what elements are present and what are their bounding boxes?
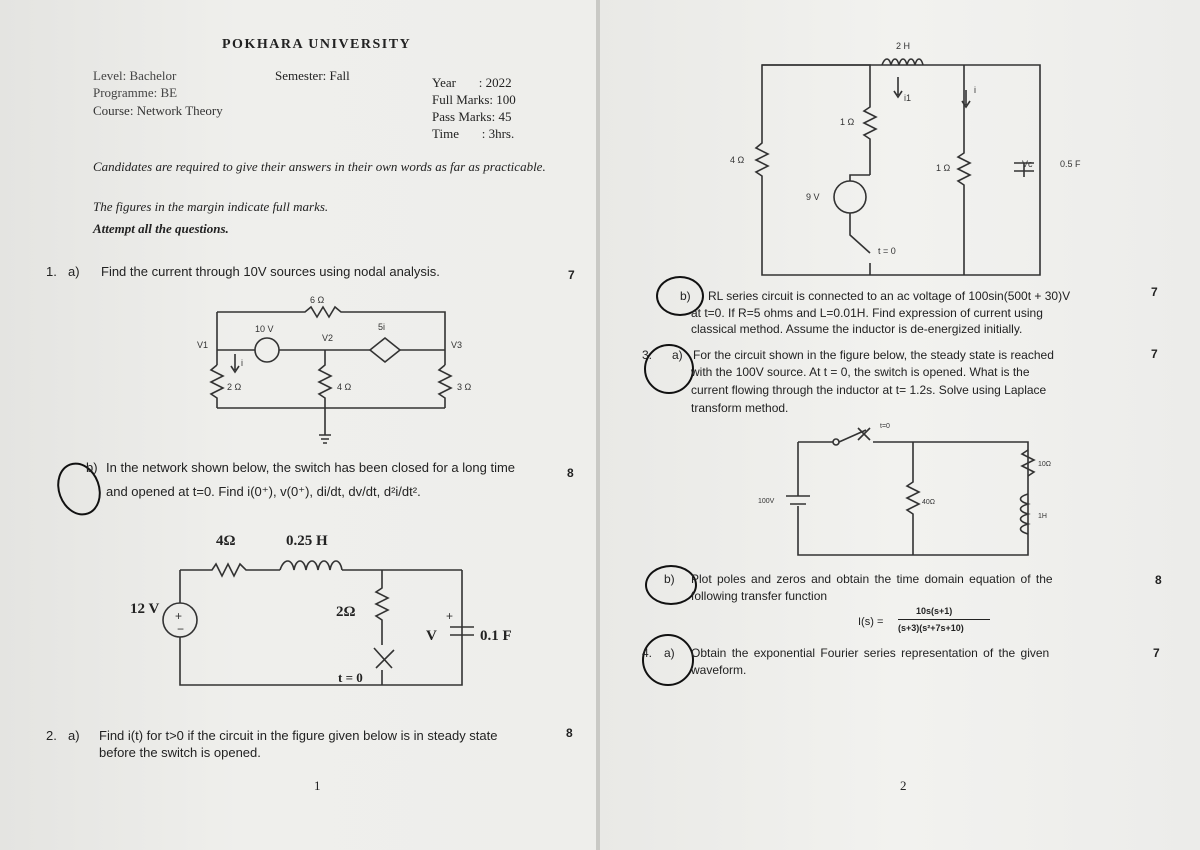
q1b-v-label: V bbox=[426, 628, 437, 644]
q1b-r1-label: 4Ω bbox=[216, 533, 236, 549]
q2a-r1-label: 4 Ω bbox=[730, 155, 745, 165]
q1b-switch-label: t = 0 bbox=[338, 670, 363, 685]
q1a-v3-label: V3 bbox=[451, 340, 463, 350]
full-marks-text: Full Marks: 100 bbox=[432, 92, 516, 107]
q4a-circle-mark bbox=[642, 634, 694, 686]
q1a-current-label: i bbox=[241, 358, 243, 368]
q2b-text-2: at t=0. If R=5 ohms and L=0.01H. Find expression of current using bbox=[691, 306, 1043, 320]
q1a-r-top-label: 6 Ω bbox=[310, 295, 325, 305]
right-page-number: 2 bbox=[900, 778, 907, 793]
q2a-src-label: 9 V bbox=[806, 192, 820, 202]
q4a-text-1: Obtain the exponential Fourier series representation of the given bbox=[691, 646, 1050, 660]
svg-text:−: − bbox=[177, 622, 185, 636]
q3-number: 3. bbox=[642, 348, 653, 362]
q1b-label: b) bbox=[86, 460, 98, 475]
q4a-marks: 7 bbox=[1153, 646, 1160, 660]
q1b-text-2: and opened at t=0. Find i(0⁺), v(0⁺), di/dt, dv/dt, d²i/dt². bbox=[106, 484, 421, 499]
q2a-marks: 8 bbox=[566, 726, 573, 740]
instruction-1: Candidates are required to give their answers in their own words as far as practicable. bbox=[93, 159, 546, 174]
q2a-text-1: Find i(t) for t>0 if the circuit in the figure given below is in steady state bbox=[99, 728, 498, 743]
year-text: Year : 2022 bbox=[432, 75, 512, 90]
q3a-ind-label: 1H bbox=[1038, 513, 1047, 520]
q1a-r3-label: 3 Ω bbox=[457, 382, 472, 392]
q4a-text-2: waveform. bbox=[691, 663, 747, 677]
q1b-marks: 8 bbox=[567, 466, 574, 480]
q3a-text-1: For the circuit shown in the figure below, the steady state is reached bbox=[693, 348, 1054, 362]
q1b-source-label: 12 V bbox=[130, 601, 160, 617]
pass-marks-text: Pass Marks: 45 bbox=[432, 109, 512, 124]
q1b-text-1: In the network shown below, the switch has been closed for a long time bbox=[106, 460, 516, 475]
university-title: POKHARA UNIVERSITY bbox=[222, 37, 412, 52]
q2a-label: a) bbox=[68, 728, 80, 743]
q4a-label: a) bbox=[664, 646, 675, 660]
instruction-3: Attempt all the questions. bbox=[93, 221, 229, 236]
q2a-i1-label: i1 bbox=[904, 93, 912, 103]
q3b-formula-lhs: I(s) = bbox=[858, 616, 884, 628]
q3b-text-2: following transfer function bbox=[691, 589, 828, 603]
q2a-cap-label: 0.5 F bbox=[1060, 159, 1081, 169]
q2a-circuit-diagram bbox=[730, 35, 1081, 280]
q1a-marks: 7 bbox=[568, 268, 575, 282]
q3a-circuit-diagram bbox=[758, 420, 1078, 570]
svg-text:+: + bbox=[175, 609, 183, 623]
svg-text:+: + bbox=[446, 609, 454, 623]
q2-number: 2. bbox=[46, 728, 57, 743]
level-text: Level: Bachelor bbox=[93, 68, 177, 83]
q1a-r2-label: 4 Ω bbox=[337, 382, 352, 392]
q1a-dep-src-label: 5i bbox=[378, 322, 386, 332]
q3a-rright-label: 10Ω bbox=[1038, 461, 1052, 468]
time-text: Time : 3hrs. bbox=[432, 126, 515, 141]
q3b-marks: 8 bbox=[1155, 573, 1162, 587]
q3b-formula-bar bbox=[898, 619, 990, 620]
programme-text: Programme: BE bbox=[93, 85, 178, 100]
q3a-text-2: with the 100V source. At t = 0, the switch is opened. What is the bbox=[691, 365, 1030, 379]
q1b-r2-label: 2Ω bbox=[336, 604, 356, 620]
semester-text: Semester: Fall bbox=[275, 68, 350, 83]
q1a-r1-label: 2 Ω bbox=[227, 382, 242, 392]
q1b-inductor-label: 0.25 H bbox=[286, 533, 328, 549]
q3a-rmid-label: 40Ω bbox=[922, 499, 936, 506]
q2b-text-3: classical method. Assume the inductor is de-energized initially. bbox=[691, 322, 1023, 336]
q2a-r2-label: 1 Ω bbox=[840, 117, 855, 127]
q1-number: 1. bbox=[46, 264, 57, 279]
instruction-2: The figures in the margin indicate full marks. bbox=[93, 199, 329, 214]
q2b-label: b) bbox=[680, 289, 691, 303]
q3b-label: b) bbox=[664, 572, 675, 586]
q4-number: 4. bbox=[642, 646, 653, 660]
q3a-switch-label: t=0 bbox=[880, 423, 890, 430]
q1a-circuit-diagram bbox=[195, 290, 485, 450]
q2a-vc-label: Vc bbox=[1022, 159, 1033, 169]
q3b-text-1: Plot poles and zeros and obtain the time domain equation of the bbox=[691, 572, 1053, 586]
q2b-text-1: RL series circuit is connected to an ac voltage of 100sin(500t + 30)V bbox=[708, 289, 1071, 303]
q2a-inductor-label: 2 H bbox=[896, 41, 911, 51]
q1b-circuit-diagram bbox=[130, 520, 512, 710]
q1b-cap-label: 0.1 F bbox=[480, 628, 512, 644]
q1a-v2-label: V2 bbox=[322, 333, 334, 343]
q3a-marks: 7 bbox=[1151, 347, 1158, 361]
q2a-r3-label: 1 Ω bbox=[936, 163, 951, 173]
q3b-formula-denominator: (s+3)(s²+7s+10) bbox=[898, 623, 964, 633]
q2a-i-label: i bbox=[974, 85, 976, 95]
q2b-marks: 7 bbox=[1151, 285, 1158, 299]
q1a-text: Find the current through 10V sources using nodal analysis. bbox=[101, 264, 440, 279]
q3b-formula-numerator: 10s(s+1) bbox=[916, 606, 953, 616]
q3a-text-4: transform method. bbox=[691, 401, 789, 415]
q2a-switch-label: t = 0 bbox=[878, 246, 896, 256]
q1a-label: a) bbox=[68, 264, 80, 279]
q3a-src-label: 100V bbox=[758, 498, 775, 505]
q3a-label: a) bbox=[672, 348, 683, 362]
q1a-10v-label: 10 V bbox=[255, 324, 274, 334]
q2a-text-2: before the switch is opened. bbox=[99, 745, 261, 760]
page-fold bbox=[596, 0, 600, 850]
course-text: Course: Network Theory bbox=[93, 103, 223, 118]
q1a-v1-label: V1 bbox=[197, 340, 209, 350]
q3a-text-3: current flowing through the inductor at t= 1.2s. Solve using Laplace bbox=[691, 383, 1047, 397]
left-page-number: 1 bbox=[314, 778, 321, 793]
